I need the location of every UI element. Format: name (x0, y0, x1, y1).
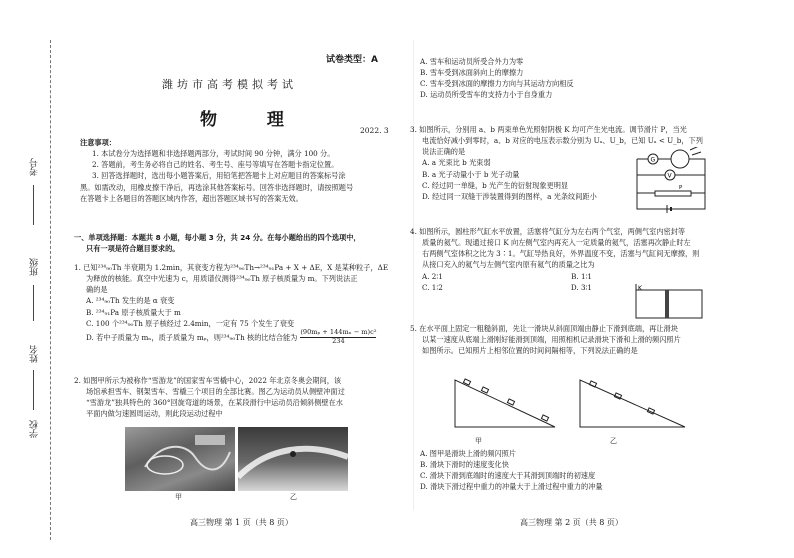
q5-stem: 如图所示。已知照片上相邻位置的时间间隔相等，下列说法正确的是 (422, 346, 638, 356)
piston (665, 290, 669, 318)
q3-option-c: C. 经过同一单缝，b 光产生的衍射现象更明显 (422, 180, 569, 190)
q3-option-a: A. a 光束比 b 光束弱 (422, 158, 491, 168)
strip-label-xuexiao: 学校 (30, 420, 40, 438)
strip-line (33, 185, 34, 225)
strip-label-kaohao: 考号 (30, 158, 40, 176)
note-line: 1. 本试卷分为选择题和非选择题两部分，考试时间 90 分钟，满分 100 分。 (92, 149, 335, 159)
q5-option-a: A. 图甲是滑块上滑的频闪照片 (420, 449, 517, 458)
q4-options-row-1 (410, 271, 592, 282)
note-line: 黑。如需改动，用橡皮擦干净后，再选涂其他答案标号。回答非选择题时，请按照题号 (80, 182, 354, 192)
q3-option-d: D. 经过同一双缝干涉装置得到的图样，a 光条纹间距小 (422, 191, 597, 201)
q5-option-d: D. 滑块下滑过程中重力的冲量大于上滑过程中重力的冲量 (420, 482, 603, 492)
incline-label-a: 甲 (475, 437, 482, 445)
q4-option-d: D. 3∶1 (570, 282, 592, 292)
question-5 (410, 323, 720, 356)
block-position (507, 399, 514, 405)
slider-label: P (679, 185, 683, 191)
section-heading-line: 一、单项选择题：本题共 8 小题，每小题 3 分，共 24 分。在每小题给出的四个选项中， (74, 233, 361, 242)
q4-option-c: C. 1∶2 (422, 282, 443, 292)
q3-option-b: B. a 光子动量小于 b 光子动量 (422, 169, 520, 179)
q4-stem: 质量的氦气。现通过接口 K 向左侧气室内再充入一定质量的氦气，活塞再次静止时左 (422, 238, 691, 248)
q2-stem: 场馆承担雪车、钢架雪车、雪橇三个项目的全部比赛。图乙为运动员从侧壁冲面过 (86, 387, 345, 397)
exam-title: 潍坊市高考模拟考试 (162, 78, 297, 91)
incline-strobe-figures (450, 372, 690, 434)
strip-label-banji: 班级 (30, 258, 40, 276)
q4-option-b: B. 1∶1 (571, 271, 592, 281)
binding-energy-fraction (300, 329, 376, 346)
footer-right: 高三物理 第 2 页（共 8 页） (520, 518, 623, 527)
q3-stem: 3. 如图所示，分别用 a、b 两束单色光照射阴极 K 均可产生光电流。调节滑片 P，当光 (410, 125, 687, 134)
gas-cylinder-diagram (633, 284, 705, 320)
block-position (589, 381, 596, 387)
strip-line (33, 285, 34, 321)
strip-label-xingming: 姓名 (30, 345, 40, 363)
q2-options (420, 56, 720, 101)
q1-stem: 1. 已知²³⁴₉₀Th 半衰期为 1.2min，其衰变方程为²³⁴₉₀Th→²³⁴₉₁Pa + X + ΔE，X 是某种粒子，ΔE (74, 263, 389, 272)
incline-a (455, 380, 555, 427)
q2-stem: “雪游龙”独具特色的 360°回旋弯道的场景，在某段滑行中运动员沿倾斜侧壁在水 (86, 398, 343, 408)
notes-title: 注意事项： (80, 138, 116, 147)
q2-stem: 2. 如图甲所示为被称作“雪游龙”的国家雪车雪橇中心，2022 年北京冬奥会期间，该 (74, 376, 342, 385)
question-4 (410, 226, 720, 293)
q1-option-b: B. ²³⁴₉₁Pa 原子核质量大于 m (86, 307, 181, 317)
light-ray (690, 147, 699, 150)
q5-stem: 5. 在水平面上固定一粗糙斜面，先让一滑块从斜面顶端由静止下滑到底端，再让滑块 (410, 324, 678, 333)
q4-stem: 从接口充入的氦气与左侧气室内原有氦气的质量之比为 (422, 260, 595, 270)
q4-stem: 4. 如图所示，圆柱形气缸水平放置，活塞将气缸分为左右两个气室，两侧气室内密封等 (410, 227, 686, 236)
rheostat (655, 191, 691, 196)
question-2 (74, 375, 406, 420)
section-heading-line: 只有一项是符合题目要求的。 (86, 244, 180, 254)
notes (80, 137, 405, 204)
paper-type: 试卷类型：A (326, 55, 378, 65)
photo-curve-sketch (238, 427, 348, 491)
q2-option-d: D. 运动员所受雪车的支持力小于自身重力 (420, 90, 553, 100)
q2-option-c: C. 雪车受到冰面的摩擦力方向与其运动方向相反 (420, 79, 574, 89)
galvanometer-label: G (650, 156, 656, 164)
incline-b (580, 380, 685, 427)
q1-stem: 确的是 (86, 285, 108, 295)
q5-option-b: B. 滑块下滑时的速度变化快 (420, 460, 509, 470)
voltmeter-label: V (667, 172, 672, 180)
fraction-numerator: (90mₚ + 144mₙ − m)c² (300, 327, 377, 336)
photo-banked-curve (238, 427, 348, 491)
q2-option-a: A. 雪车和运动员所受合外力为零 (420, 57, 524, 66)
q1-stem: 为释放的核能。真空中光速为 c，用质谱仪测得²³⁴₉₀Th 原子核质量为 m。下列说法正 (86, 274, 358, 284)
q1-option-c: C. 100 个²³⁴₉₀Th 原子核经过 2.4min，一定有 75 个发生了衰变 (86, 318, 295, 328)
q5-stem: 以某一速度从底端上滑刚好能滑到顶端，用照相机记录滑块下滑和上滑的频闪照片 (422, 335, 681, 345)
q4-stem: 右两侧气室体积之比为 3∶1。气缸导热良好，外界温度不变，活塞与气缸间无摩擦，则 (422, 249, 700, 259)
photo-track-sketch (125, 427, 235, 491)
note-line: 3. 回答选择题时，选出每小题答案后，用铅笔把答题卡上对应题目的答案标号涂 (92, 171, 346, 181)
q5-options (420, 448, 720, 493)
light-ray (692, 152, 701, 155)
q4-options-row-2 (410, 282, 592, 293)
fold-line (50, 40, 51, 540)
circuit-wires (637, 156, 705, 209)
strip-line (33, 370, 34, 410)
question-1 (74, 262, 406, 346)
q2-option-b: B. 雪车受到冰面斜向上的摩擦力 (420, 68, 524, 78)
q1-option-d-text: D. 若中子质量为 mₙ，质子质量为 mₚ，则²³⁴₉₀Th 核的比结合能为 (86, 332, 298, 342)
binding-strip (0, 0, 62, 558)
note-line: 2. 答题前，考生务必将自己的姓名、考生号、座号等填写在答题卡指定位置。 (92, 160, 339, 170)
photo-sliding-center (125, 427, 235, 491)
q4-option-a: A. 2∶1 (422, 271, 443, 281)
photoelectric-circuit-diagram (635, 147, 715, 215)
photo-label-b: 乙 (290, 493, 297, 501)
photo-label-a: 甲 (175, 493, 182, 501)
block-position (541, 415, 548, 421)
section-heading (74, 232, 406, 254)
q2-stem: 平面内做匀速圆周运动，则此段运动过程中 (86, 409, 223, 419)
q3-stem: 电流恰好减小到零时，a、b 对应的电压表示数分别为 Uₐ、U_b，已知 Uₐ < U_b，下列 (422, 136, 703, 146)
subject-title: 物 理 (200, 110, 306, 130)
valve-label: K (638, 285, 642, 292)
incline-label-b: 乙 (610, 437, 617, 445)
q1-option-a: A. ²³⁴₉₀Th 发生的是 α 衰变 (86, 296, 175, 306)
q3-stem: 说法正确的是 (422, 147, 466, 157)
footer-left: 高三物理 第 1 页（共 8 页） (190, 518, 293, 527)
q5-option-c: C. 滑块下滑到底端时的速度大于其滑到顶端时的初速度 (420, 471, 596, 481)
block-position (481, 387, 488, 393)
fraction-denominator: 234 (332, 336, 345, 345)
phototube (671, 150, 689, 168)
exam-date: 2022. 3 (360, 126, 389, 135)
note-line: 在答题卡上各题目的答题区域内作答，超出答题区域书写的答案无效。 (80, 193, 303, 203)
q1-option-d (74, 329, 406, 346)
